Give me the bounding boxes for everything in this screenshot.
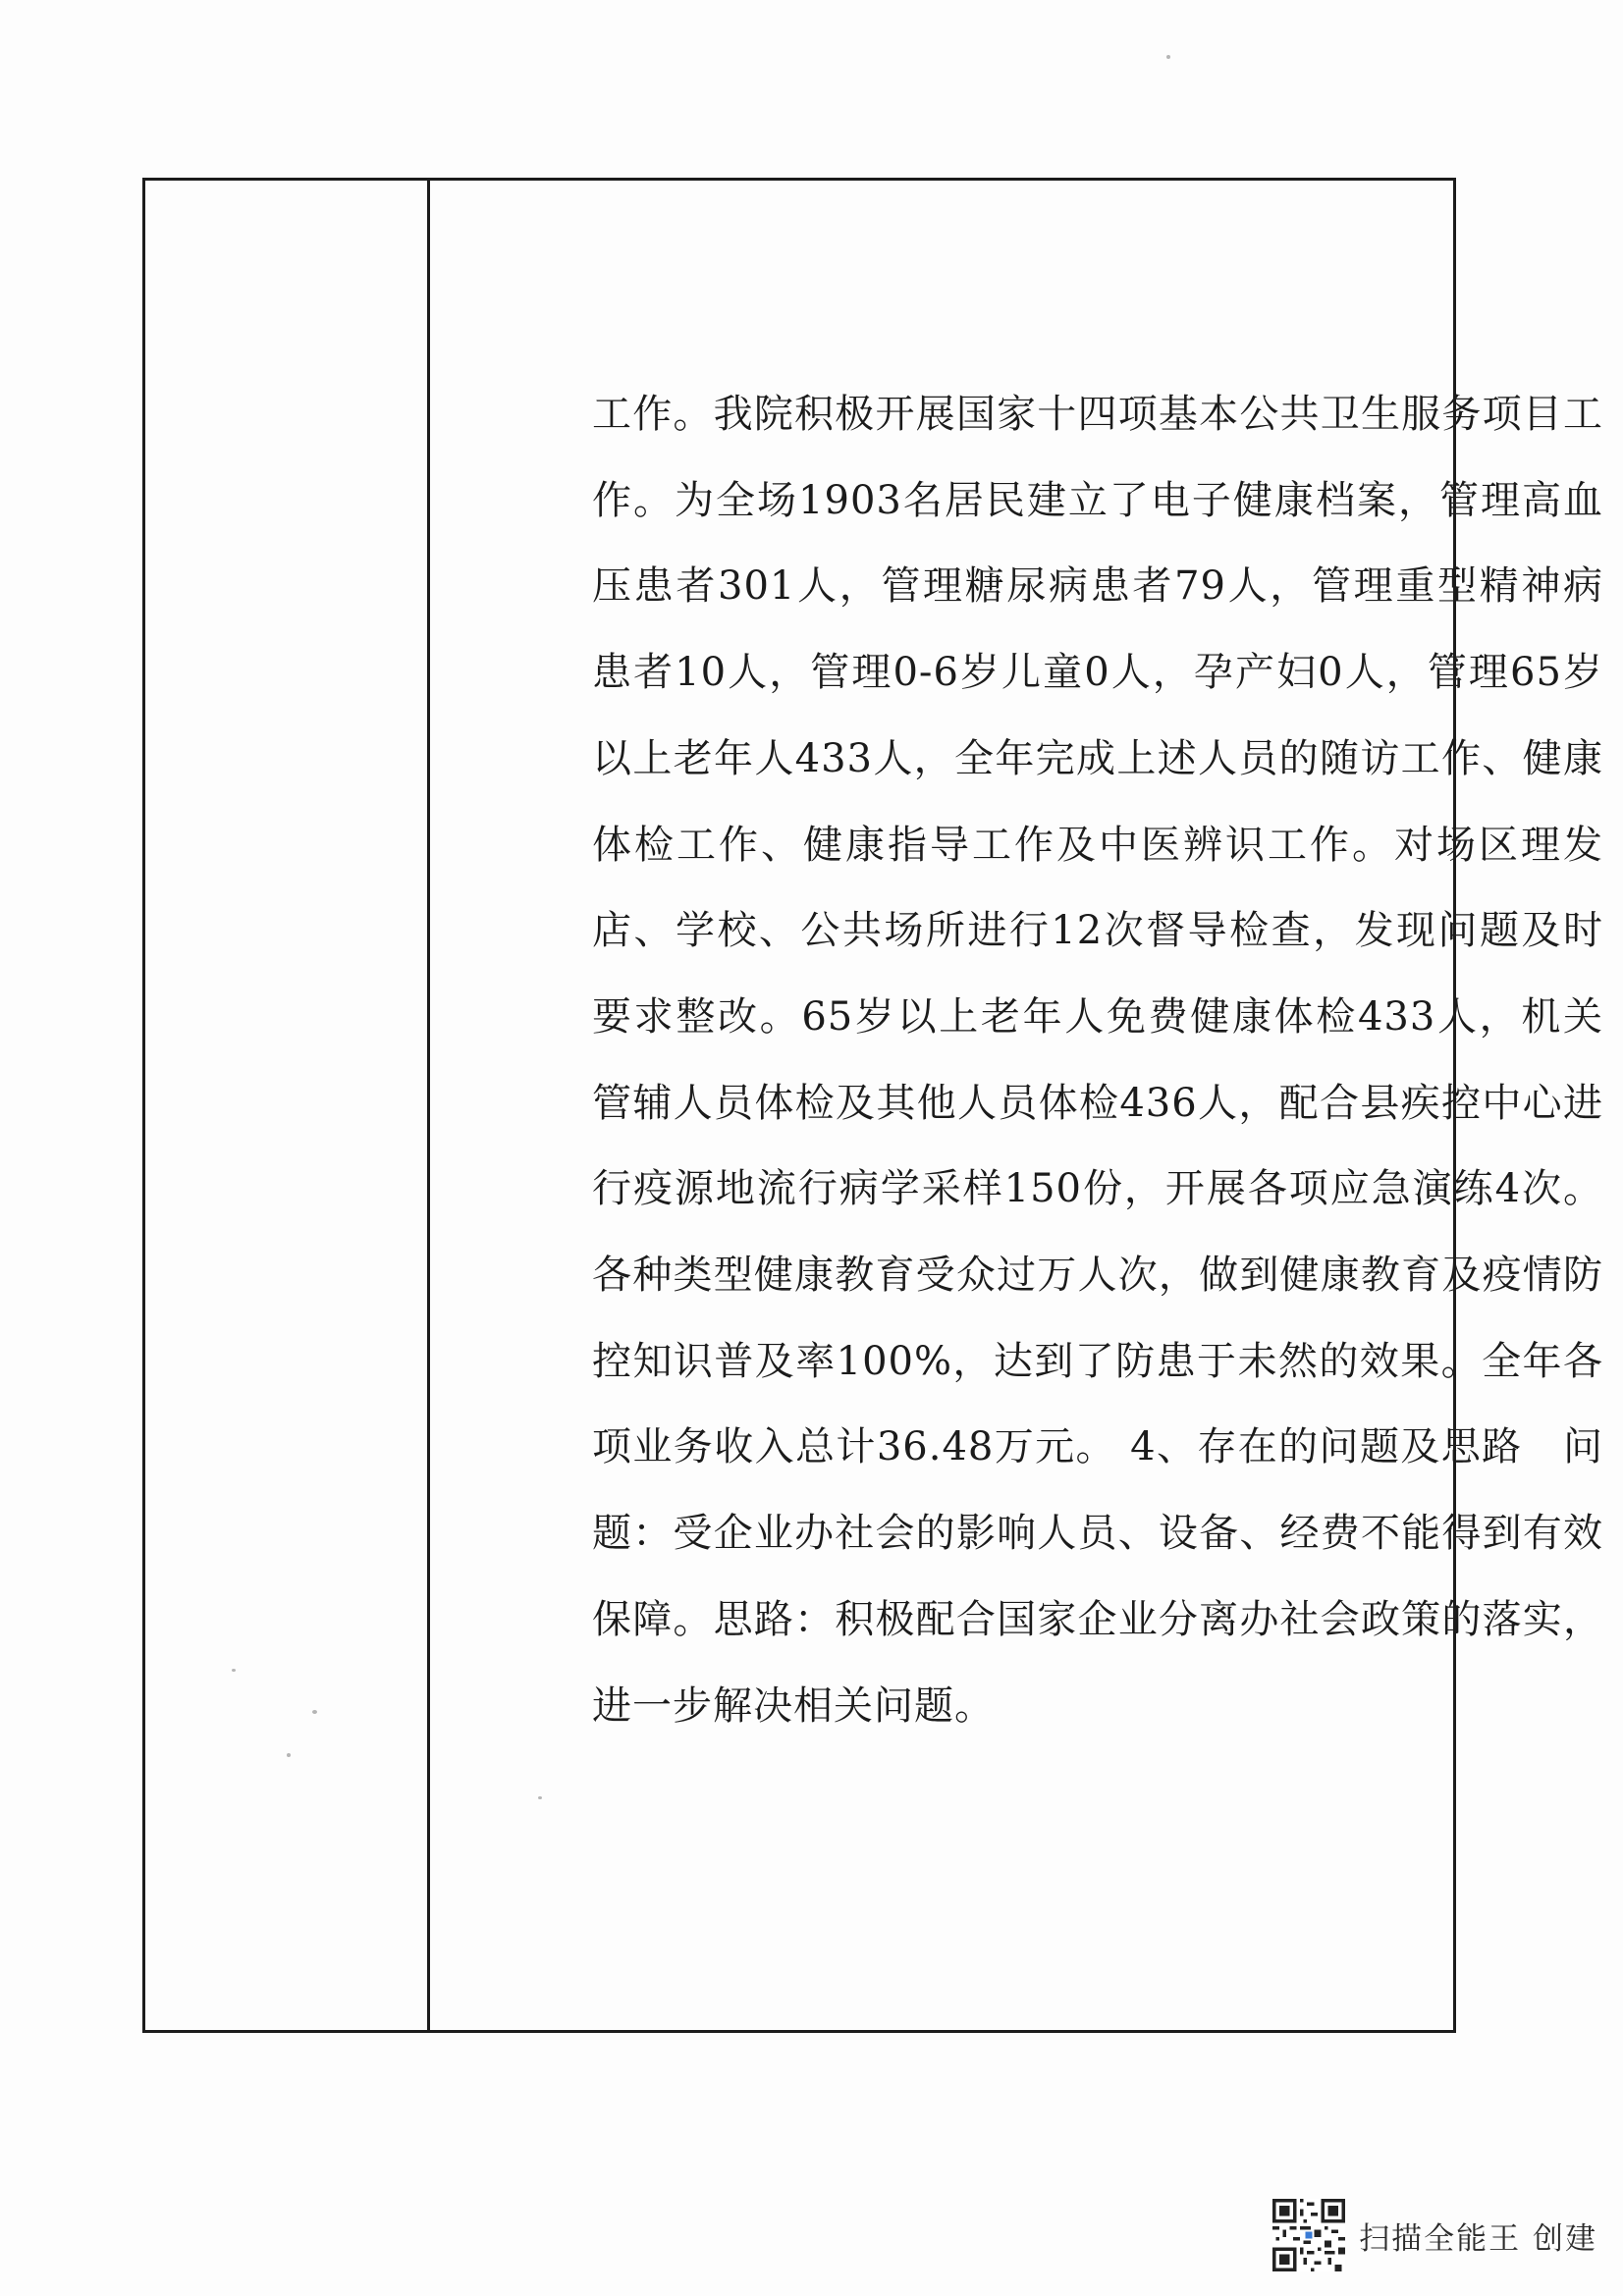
- scan-speck: [287, 1753, 291, 1757]
- scanner-watermark: [1272, 2190, 1597, 2280]
- scan-speck: [1166, 55, 1170, 59]
- form-table: [142, 178, 1603, 2033]
- report-body-text: 工作。我院积极开展国家十四项基本公共卫生服务项目工作。为全场1903名居民建立了电子健康档案，管理高血压患者301人，管理糖尿病患者79人，管理重型精神病患者10人，管理0-6岁儿童0人，孕产妇0人，管理65岁以上老年人433人，全年完成上述人员的随访工作、健康体检工作、健康指导工作及中医辨识工作。对场区理发店、学校、公共场所进行12次督导检查，发现问题及时要求整改。65岁以上老年人免费健康体检433人，机关管辅人员体检及其他人员体检436人，配合县疾控中心进行疫源地流行病学采样150份，开展各项应急演练4次。各种类型健康教育受众过万人次，做到健康教育及疫情防控知识普及率100%，达到了防患于未然的效果。全年各项业务收入总计36.48万元。 4、存在的问题及思路 问题：受企业办社会的影响人员、设备、经费不能得到有效保障。思路：积极配合国家企业分离办社会政策的落实，进一步解决相关问题。: [592, 392, 1603, 1729]
- scan-speck: [232, 1669, 236, 1672]
- qr-code-icon: [1272, 2199, 1345, 2271]
- scan-speck: [312, 1710, 317, 1714]
- scan-speck: [538, 1796, 542, 1799]
- watermark-label: 扫描全能王 创建: [1359, 2220, 1597, 2257]
- table-right-cell: [430, 181, 1603, 2030]
